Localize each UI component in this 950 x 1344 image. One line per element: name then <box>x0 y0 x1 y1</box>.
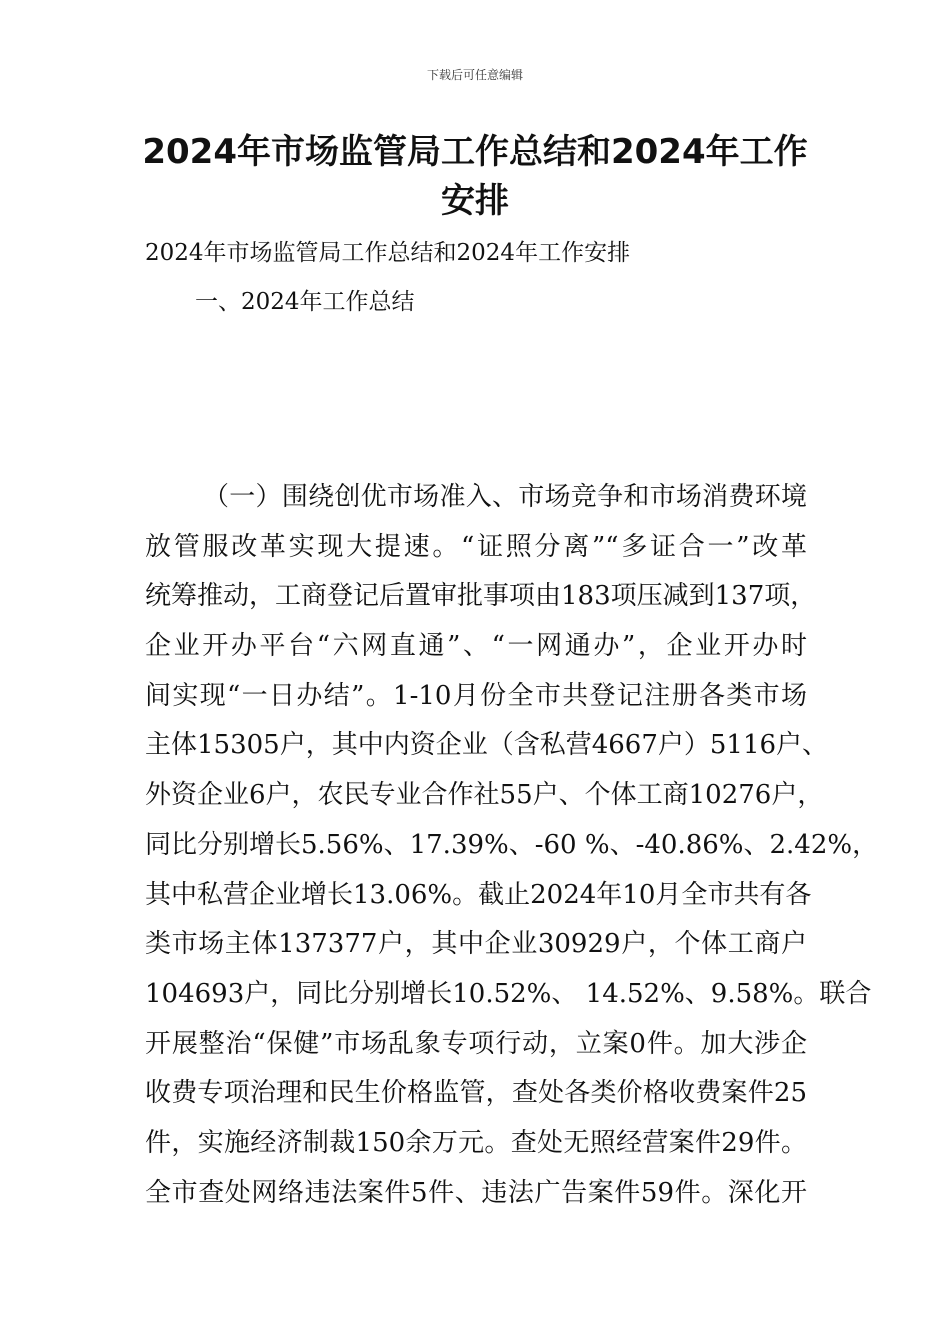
body-line: 收费专项治理和民生价格监管，查处各类价格收费案件25 <box>145 1078 807 1109</box>
header-note: 下载后可任意编辑 <box>426 68 523 82</box>
body-paragraph <box>145 479 879 1224</box>
body-line: 放管服改革实现大提速。“证照分离”“多证合一”改革 <box>145 531 807 562</box>
body-line: 其中私营企业增长13.06%。截止2024年10月全市共有各 <box>145 879 812 910</box>
body-line: 同比分别增长5.56%、17.39%、-60 %、-40.86%、2.42%， <box>145 829 879 860</box>
body-line: 统筹推动，工商登记后置审批事项由183项压减到137项， <box>145 581 817 612</box>
document-title-line-2: 安排 <box>441 181 509 221</box>
body-line: 间实现“一日办结”。1-10月份全市共登记注册各类市场 <box>145 680 807 711</box>
body-line: 外资企业6户，农民专业合作社55户、个体工商10276户， <box>145 780 824 811</box>
section-heading: 一、2024年工作总结 <box>195 289 415 315</box>
body-line: 全市查处网络违法案件5件、违法广告案件59件。深化开 <box>145 1177 807 1208</box>
body-line: 企业开办平台“六网直通”、“一网通办”，企业开办时 <box>145 631 807 662</box>
body-line: 件，实施经济制裁150余万元。查处无照经营案件29件。 <box>145 1127 807 1158</box>
body-line: 主体15305户，其中内资企业（含私营4667户）5116户、 <box>145 730 829 761</box>
body-line: （一）围绕创优市场准入、市场竞争和市场消费环境 <box>203 482 807 512</box>
body-line: 104693户，同比分别增长10.52%、 14.52%、9.58%。联合 <box>145 978 872 1009</box>
document-subtitle: 2024年市场监管局工作总结和2024年工作安排 <box>145 240 631 266</box>
document-title-line-1: 2024年市场监管局工作总结和2024年工作 <box>142 132 808 172</box>
body-line: 类市场主体137377户，其中企业30929户，个体工商户 <box>145 929 807 960</box>
body-line: 开展整治“保健”市场乱象专项行动，立案0件。加大涉企 <box>145 1028 807 1059</box>
